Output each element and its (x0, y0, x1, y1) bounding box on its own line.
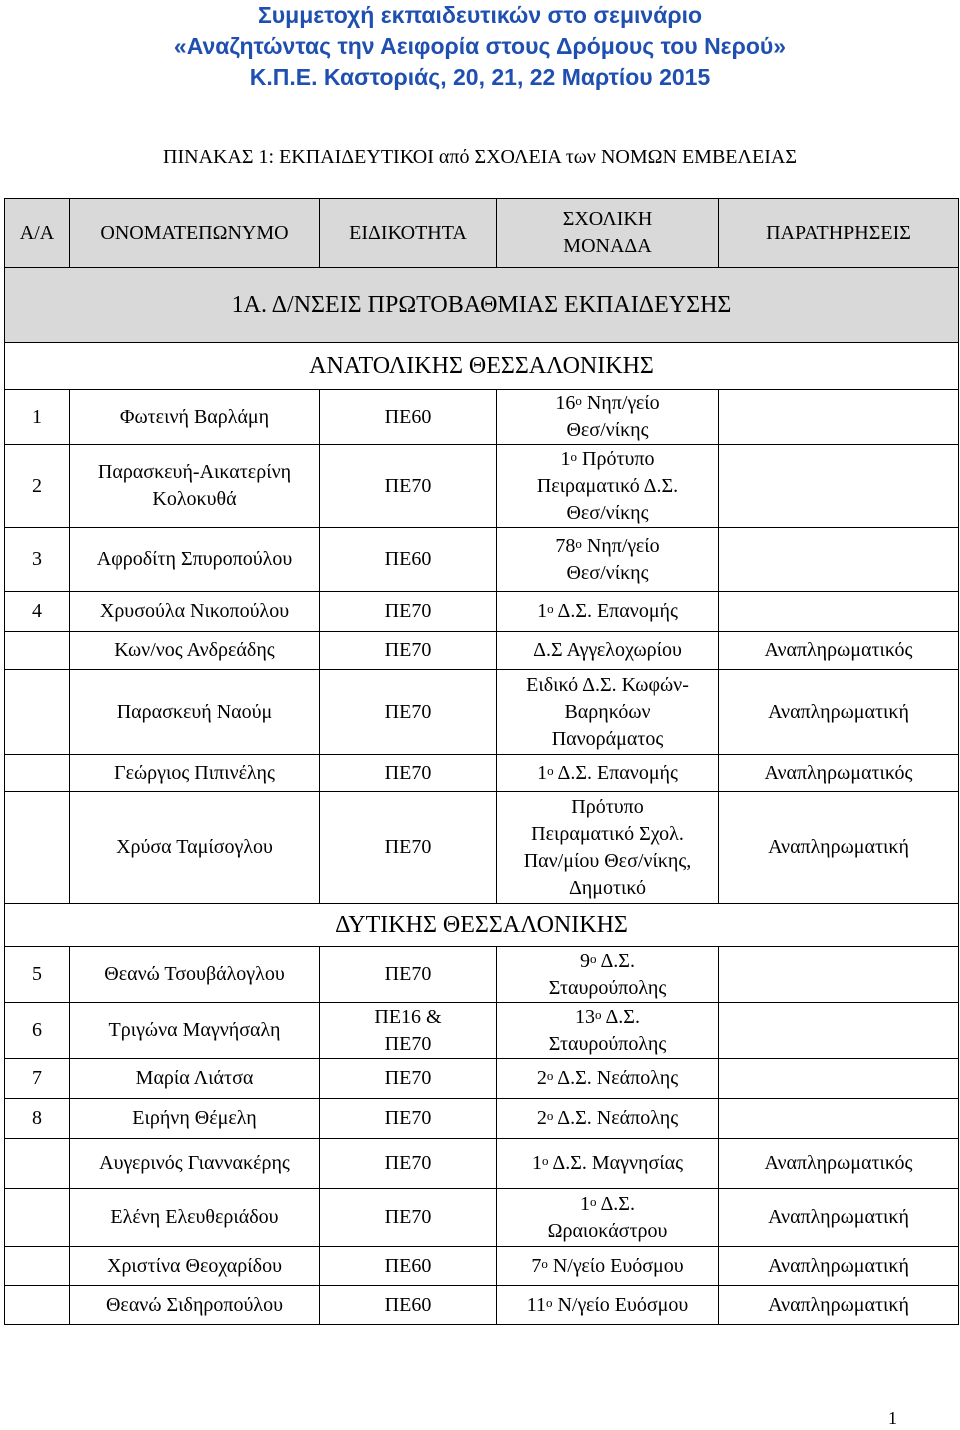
table-row (5, 947, 959, 1003)
notes-cell (719, 1059, 959, 1099)
title-line-2: «Αναζητώντας την Αειφορία στους Δρόμους του Νερού» (173, 33, 787, 59)
header-row (5, 199, 959, 268)
teacher-specialty: ΠΕ70 (320, 755, 497, 792)
title-line-1: Συμμετοχή εκπαιδευτικών στο σεμινάριο (257, 2, 703, 28)
header-notes: ΠΑΡΑΤΗΡΗΣΕΙΣ (719, 199, 959, 268)
teacher-name: Παρασκευή-Αικατερίνη Κολοκυθά (70, 445, 320, 528)
row-number: 4 (5, 592, 70, 632)
teacher-name: Αυγερινός Γιαννακέρης (70, 1139, 320, 1189)
teacher-name: Φωτεινή Βαρλάμη (70, 390, 320, 445)
school-unit: $7^o$ Ν/γείο Ευόσμου (497, 1247, 719, 1286)
school-unit: Δ.Σ Αγγελοχωρίου (497, 632, 719, 670)
school-unit: $78^o$ Νηπ/γείο Θεσ/νίκης (497, 528, 719, 592)
row-number (5, 792, 70, 904)
table-row (5, 1247, 959, 1286)
notes-cell (719, 528, 959, 592)
row-number (5, 1189, 70, 1247)
teacher-name: Χρύσα Ταμίσογλου (70, 792, 320, 904)
notes-cell (719, 592, 959, 632)
school-unit: Πρότυπο Πειραματικό Σχολ. Παν/μίου Θεσ/νίκης, Δημοτικό (497, 792, 719, 904)
teacher-specialty: ΠΕ70 (320, 947, 497, 1003)
teacher-name: Ελένη Ελευθεριάδου (70, 1189, 320, 1247)
row-number (5, 1139, 70, 1189)
row-number: 1 (5, 390, 70, 445)
page-number: 1 (888, 1408, 897, 1428)
notes-cell (719, 1003, 959, 1059)
school-unit: $16^o$ Νηπ/γείο Θεσ/νίκης (497, 390, 719, 445)
region-heading-east: ΑΝΑΤΟΛΙΚΗΣ ΘΕΣΣΑΛΟΝΙΚΗΣ (5, 343, 959, 390)
document-title (0, 0, 960, 93)
row-number (5, 632, 70, 670)
table-row (5, 670, 959, 755)
teacher-name: Ειρήνη Θέμελη (70, 1099, 320, 1139)
school-unit: $1^o$ Πρότυπο Πειραματικό Δ.Σ. Θεσ/νίκης (497, 445, 719, 528)
teacher-name: Παρασκευή Ναούμ (70, 670, 320, 755)
row-number (5, 755, 70, 792)
teacher-name: Χριστίνα Θεοχαρίδου (70, 1247, 320, 1286)
region-row-west (5, 904, 959, 947)
school-unit: $1^o$ Δ.Σ. Επανομής (497, 592, 719, 632)
table-row (5, 1099, 959, 1139)
region-heading-west: ΔΥΤΙΚΗΣ ΘΕΣΣΑΛΟΝΙΚΗΣ (5, 904, 959, 947)
table-row (5, 632, 959, 670)
school-unit: $1^o$ Δ.Σ. Μαγνησίας (497, 1139, 719, 1189)
teacher-name: Χρυσούλα Νικοπούλου (70, 592, 320, 632)
notes-cell: Αναπληρωματικός (719, 632, 959, 670)
school-unit: $9^o$ Δ.Σ. Σταυρούπολης (497, 947, 719, 1003)
table-row (5, 1189, 959, 1247)
teacher-specialty: ΠΕ70 (320, 1059, 497, 1099)
header-aa: Α/Α (5, 199, 70, 268)
table-row (5, 592, 959, 632)
notes-cell (719, 390, 959, 445)
teacher-specialty: ΠΕ70 (320, 445, 497, 528)
row-number (5, 670, 70, 755)
teacher-specialty: ΠΕ60 (320, 390, 497, 445)
teacher-specialty: ΠΕ16 & ΠΕ70 (320, 1003, 497, 1059)
section-heading: 1Α. Δ/ΝΣΕΙΣ ΠΡΩΤΟΒΑΘΜΙΑΣ ΕΚΠΑΙΔΕΥΣΗΣ (5, 268, 959, 343)
school-unit: $11^o$ Ν/γείο Ευόσμου (497, 1286, 719, 1325)
table-row (5, 1059, 959, 1099)
notes-cell: Αναπληρωματική (719, 670, 959, 755)
row-number: 5 (5, 947, 70, 1003)
notes-cell: Αναπληρωματικός (719, 1139, 959, 1189)
row-number (5, 1247, 70, 1286)
teacher-specialty: ΠΕ70 (320, 1139, 497, 1189)
school-unit: $13^o$ Δ.Σ. Σταυρούπολης (497, 1003, 719, 1059)
school-unit: $2^o$ Δ.Σ. Νεάπολης (497, 1059, 719, 1099)
header-school (497, 199, 719, 268)
row-number: 3 (5, 528, 70, 592)
row-number: 6 (5, 1003, 70, 1059)
school-unit: $1^o$ Δ.Σ. Ωραιοκάστρου (497, 1189, 719, 1247)
header-school-line-1: ΣΧΟΛΙΚΗ (562, 208, 653, 230)
teacher-specialty: ΠΕ70 (320, 632, 497, 670)
teacher-specialty: ΠΕ70 (320, 792, 497, 904)
notes-cell (719, 1099, 959, 1139)
teacher-specialty: ΠΕ70 (320, 592, 497, 632)
table-row (5, 445, 959, 528)
teacher-specialty: ΠΕ70 (320, 670, 497, 755)
teacher-name: Αφροδίτη Σπυροπούλου (70, 528, 320, 592)
teacher-specialty: ΠΕ60 (320, 528, 497, 592)
table-row (5, 390, 959, 445)
teacher-name: Θεανώ Σιδηροπούλου (70, 1286, 320, 1325)
row-number: 2 (5, 445, 70, 528)
school-unit: $2^o$ Δ.Σ. Νεάπολης (497, 1099, 719, 1139)
notes-cell: Αναπληρωματική (719, 792, 959, 904)
section-row (5, 268, 959, 343)
notes-cell: Αναπληρωματική (719, 1189, 959, 1247)
header-school-line-2: ΜΟΝΑΔΑ (563, 235, 652, 257)
table-row (5, 792, 959, 904)
table-row (5, 755, 959, 792)
teacher-specialty: ΠΕ60 (320, 1247, 497, 1286)
header-name: ΟΝΟΜΑΤΕΠΩΝΥΜΟ (70, 199, 320, 268)
table-caption: ΠΙΝΑΚΑΣ 1: ΕΚΠΑΙΔΕΥΤΙΚΟΙ από ΣΧΟΛΕΙΑ των ΝΟΜΩΝ ΕΜΒΕΛΕΙΑΣ (163, 146, 797, 168)
table-row (5, 1139, 959, 1189)
teacher-name: Θεανώ Τσουβάλογλου (70, 947, 320, 1003)
notes-cell (719, 445, 959, 528)
participants-table (4, 198, 959, 1325)
teacher-specialty: ΠΕ70 (320, 1099, 497, 1139)
title-line-3: Κ.Π.Ε. Καστοριάς, 20, 21, 22 Μαρτίου 2015 (249, 64, 711, 90)
row-number: 8 (5, 1099, 70, 1139)
teacher-name: Κων/νος Ανδρεάδης (70, 632, 320, 670)
row-number: 7 (5, 1059, 70, 1099)
teacher-name: Τριγώνα Μαγνήσαλη (70, 1003, 320, 1059)
teacher-specialty: ΠΕ60 (320, 1286, 497, 1325)
school-unit: $1^o$ Δ.Σ. Επανομής (497, 755, 719, 792)
row-number (5, 1286, 70, 1325)
notes-cell (719, 947, 959, 1003)
school-unit: Ειδικό Δ.Σ. Κωφών- Βαρηκόων Πανοράματος (497, 670, 719, 755)
header-specialty: ΕΙΔΙΚΟΤΗΤΑ (320, 199, 497, 268)
table-row (5, 1003, 959, 1059)
notes-cell: Αναπληρωματική (719, 1247, 959, 1286)
region-row-east (5, 343, 959, 390)
notes-cell: Αναπληρωματική (719, 1286, 959, 1325)
teacher-name: Μαρία Λιάτσα (70, 1059, 320, 1099)
notes-cell: Αναπληρωματικός (719, 755, 959, 792)
teacher-specialty: ΠΕ70 (320, 1189, 497, 1247)
table-row (5, 1286, 959, 1325)
teacher-name: Γεώργιος Πιπινέλης (70, 755, 320, 792)
table-row (5, 528, 959, 592)
